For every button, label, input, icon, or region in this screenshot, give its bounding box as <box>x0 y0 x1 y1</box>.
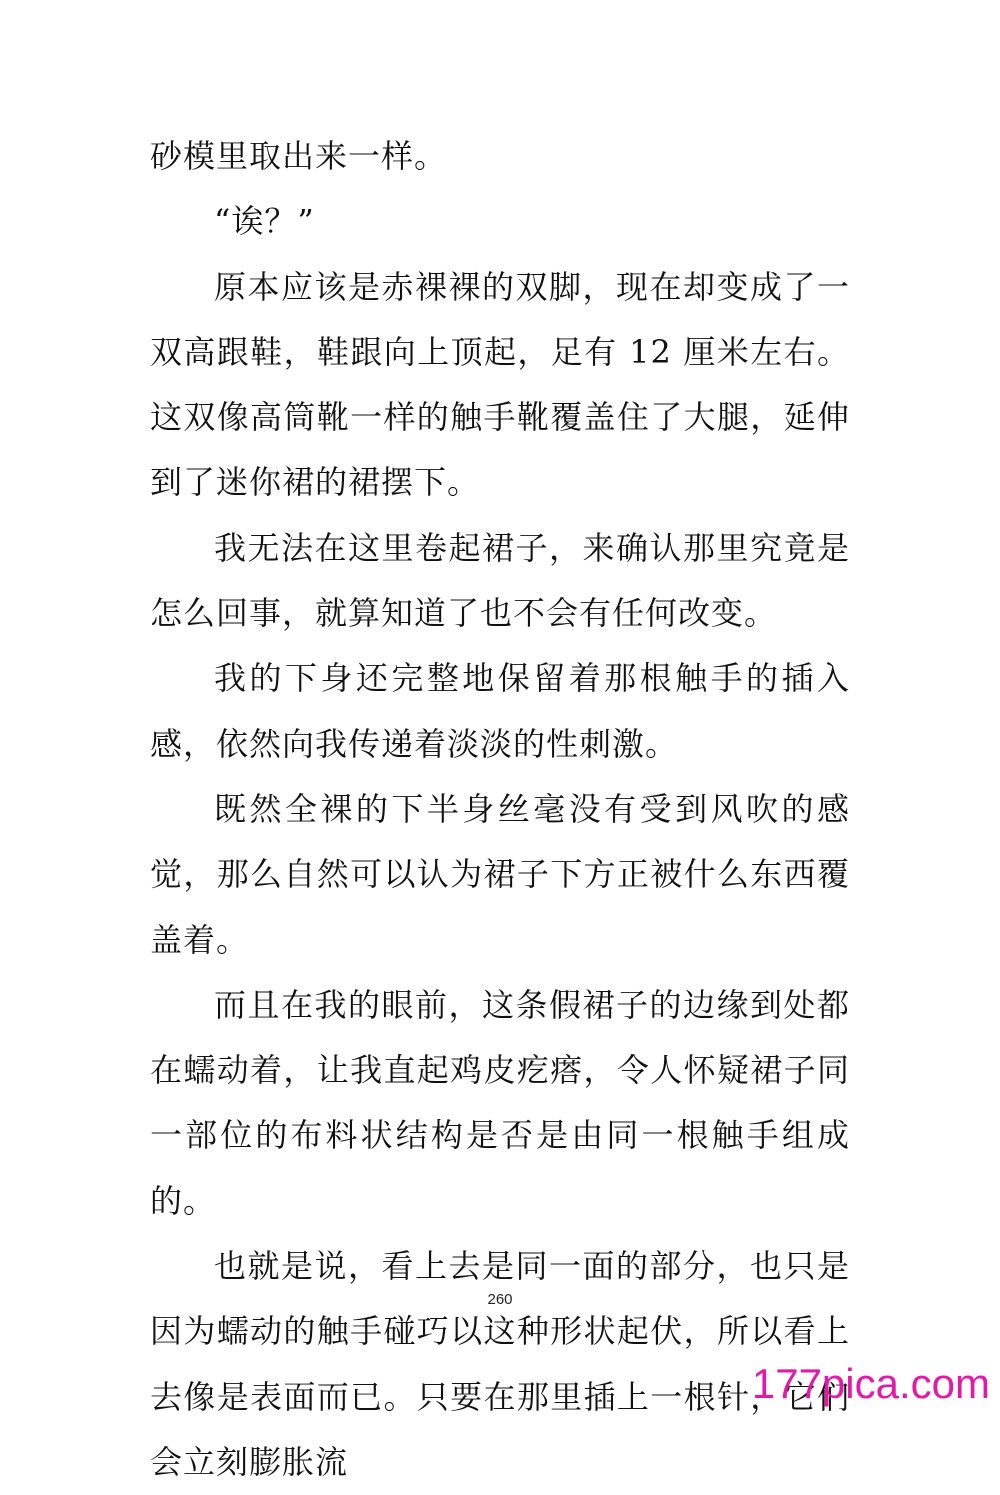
paragraph-4: 我无法在这里卷起裙子，来确认那里究竟是怎么回事，就算知道了也不会有任何改变。 <box>150 528 850 633</box>
paragraph-3: 原本应该是赤裸裸的双脚，现在却变成了一双高跟鞋，鞋跟向上顶起，足有 12 厘米左右。这双像高筒靴一样的触手靴覆盖住了大腿，延伸到了迷你裙的裙摆下。 <box>150 267 850 502</box>
watermark: 177pica.com <box>751 1360 990 1407</box>
paragraph-1: 砂模里取出来一样。 <box>150 137 448 175</box>
page-number: 260 <box>487 1291 513 1308</box>
paragraph-2: “诶？” <box>214 202 315 241</box>
paragraph-7: 而且在我的眼前，这条假裙子的边缘到处都在蠕动着，让我直起鸡皮疙瘩，令人怀疑裙子同一部位的布料状结构是否是由同一根触手组成的。 <box>150 985 850 1220</box>
paragraph-5: 我的下身还完整地保留着那根触手的插入感，依然向我传递着淡淡的性刺激。 <box>150 659 850 763</box>
paragraph-8: 也就是说，看上去是同一面的部分，也只是因为蠕动的触手碰巧以这种形状起伏，所以看上去像是表面而已。只要在那里插上一根针，它们会立刻膨胀流 <box>150 1247 850 1481</box>
page-body <box>150 124 850 1495</box>
paragraph-6: 既然全裸的下半身丝毫没有受到风吹的感觉，那么自然可以认为裙子下方正被什么东西覆盖着。 <box>150 789 850 959</box>
